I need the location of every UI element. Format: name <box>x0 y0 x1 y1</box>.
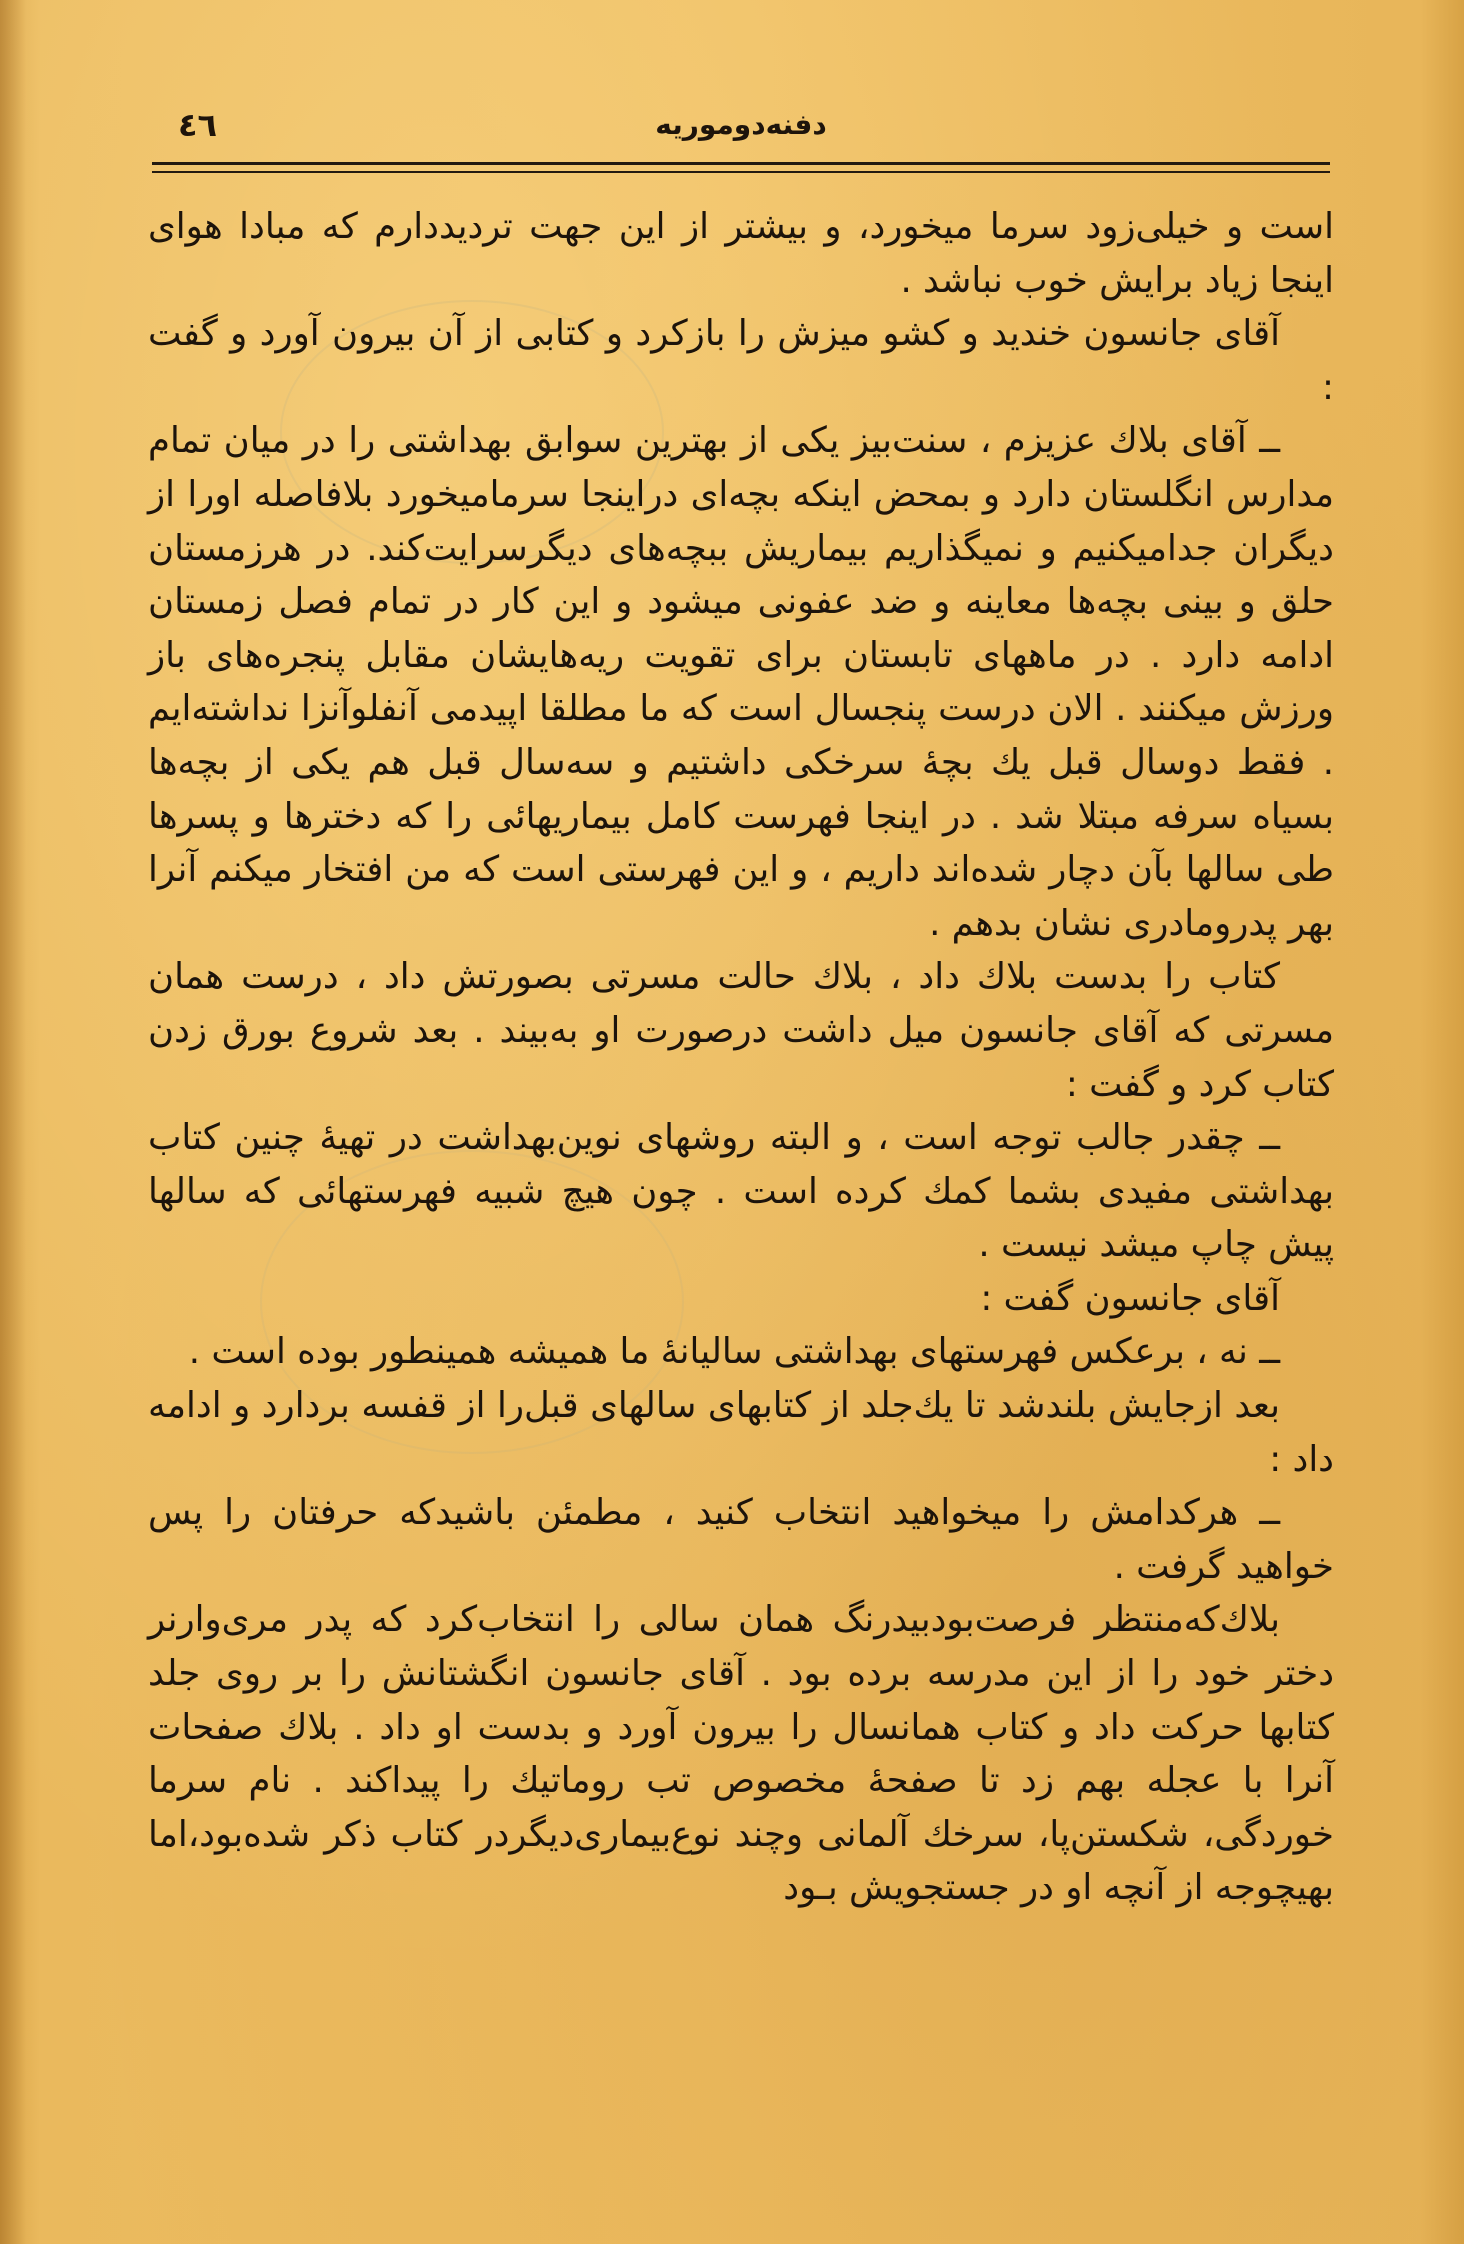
paragraph: آقای جانسون خندید و کشو میزش را بازکرد و کتابی از آن بیرون آورد و گفت : <box>148 313 1334 408</box>
page-edge-shadow <box>0 0 26 2244</box>
running-title: دفنه‌دوموریه <box>655 108 827 141</box>
page-header <box>152 96 1330 156</box>
paragraph: آقای جانسون گفت : <box>980 1277 1280 1319</box>
page-number: ٤٦ <box>178 106 218 144</box>
paragraph: ــ آقای بلاك عزیزم ، سنت‌بیز یکی از بهترین سوابق بهداشتی را در میان تمام مدارس انگلستان دارد و بمحض اینکه بچه‌ای دراینجا سرمامیخورد بلافاصله اورا از دیگران جدامیکنیم و نمیگذاریم بیماریش ببچه‌های دیگرسرایت‌کند. در هرزمستان حلق و بینی بچه‌ها معاینه و ضد عفونی میشود و این کار در تمام فصل زمستان ادامه دارد . در ماههای تابستان برای تقویت ریه‌هایشان مقابل پنجره‌های باز ورزش میکنند . الان درست پنجسال است که ما مطلقا اپیدمی آنفلوآنزا نداشته‌ایم . فقط دوسال قبل یك بچهٔ سرخکی داشتیم و سه‌سال قبل هم یکی از بچه‌ها بسیاه سرفه مبتلا شد . در اینجا فهرست کامل بیماریهائی را که دخترها و پسرها طی سالها بآن دچار شده‌اند داریم ، و این فهرستی است که من افتخار میکنم آنرا بهر پدرومادری نشان بدهم . <box>148 420 1334 944</box>
paragraph: کتاب را بدست بلاك داد ، بلاك حالت مسرتی بصورتش داد ، درست همان مسرتی که آقای جانسون میل داشت درصورت او به‌بیند . بعد شروع بورق زدن کتاب کرد و گفت : <box>148 956 1334 1105</box>
body-text <box>148 200 1334 1915</box>
paragraph: بعد ازجایش بلندشد تا یك‌جلد از کتابهای سالهای قبل‌را از قفسه بردارد و ادامه داد : <box>148 1385 1334 1480</box>
paragraph: است و خیلی‌زود سرما میخورد، و بیشتر از این جهت تردیددارم که مبادا هوای اینجا زیاد برایش خوب نباشد . <box>148 206 1334 301</box>
header-rule-top <box>152 162 1330 165</box>
paragraph: ــ نه ، برعکس فهرستهای بهداشتی سالیانهٔ ما همیشه همینطور بوده است . <box>188 1331 1280 1373</box>
paragraph: ــ هرکدامش را میخواهید انتخاب کنید ، مطمئن باشیدکه حرفتان را پس خواهید گرفت . <box>148 1492 1334 1587</box>
paragraph: بلاك‌که‌منتظر فرصت‌بودبیدرنگ همان سالی را انتخاب‌کرد که پدر مری‌وارنر دختر خود را از این مدرسه برده بود . آقای جانسون انگشتانش را بر روی جلد کتابها حرکت داد و کتاب همانسال را بیرون آورد و بدست او داد . بلاك صفحات آنرا با عجله بهم زد تا صفحهٔ مخصوص تب روماتیك را پیداکند . نام سرما خوردگی، شکستن‌پا، سرخك آلمانی وچند نوع‌بیماری‌دیگردر کتاب ذکر شده‌بود،اما بهیچوجه از آنچه او در جستجویش بـود <box>148 1599 1334 1909</box>
header-rule-bottom <box>152 171 1330 173</box>
paragraph: ــ چقدر جالب توجه است ، و البته روشهای نوین‌بهداشت در تهیهٔ چنین کتاب بهداشتی مفیدی بشما کمك کرده است . چون هیچ شبیه فهرستهائی که سالها پیش چاپ میشد نیست . <box>148 1117 1334 1266</box>
